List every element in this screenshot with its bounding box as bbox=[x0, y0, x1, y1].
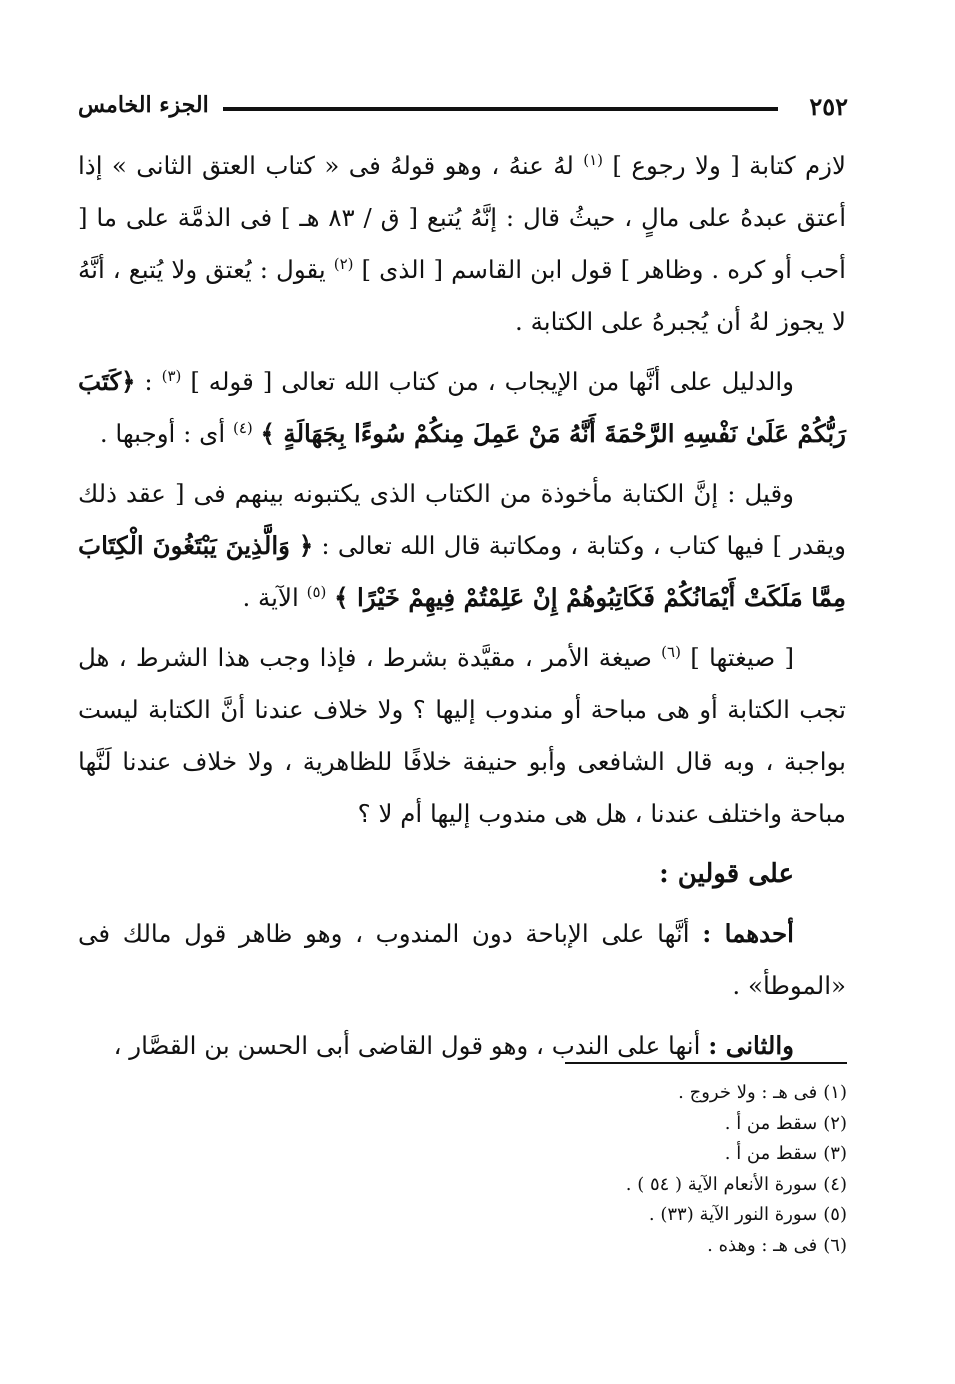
opinion-one-text: أنَّها على الإباحة دون المندوب ، وهو ظاهر قول مالك فى «الموطأ» . bbox=[78, 919, 846, 1000]
footnote-text: فى هـ : وهذه . bbox=[707, 1234, 818, 1256]
header-rule bbox=[223, 107, 778, 111]
opinion-two bbox=[78, 1020, 846, 1072]
page-number: ٢٥٢ bbox=[809, 92, 848, 121]
paragraph-text: وقيل : إنَّ الكتابة مأخوذة من الكتاب الذى يكتبونه بينهم فى [ عقد ذلك ويقدر ] فيها كتاب ، وكتابة ، ومكاتبة قال الله تعالى : bbox=[78, 479, 846, 560]
paragraph-text: [ صيغتها ] bbox=[680, 643, 794, 672]
footnote-number: (١) bbox=[823, 1082, 847, 1103]
footnote-marker: (٢) bbox=[333, 254, 354, 273]
opinion-one bbox=[78, 908, 846, 1012]
running-title: الجزء الخامس bbox=[78, 92, 209, 118]
paragraph-text: لهُ عنهُ ، وهو قولهُ فى « كتاب العتق الثانى » إذا أعتق عبدهُ على مالٍ ، حيثُ قال : إنَّهُ يُتبع [ ق / ٨٣ هـ ] فى الذمَّة على ما [ أحب أو كره . وظاهر ] قول ابن القاسم [ الذى ] bbox=[78, 151, 847, 284]
page-header bbox=[78, 88, 848, 128]
opinion-two-lead: والثانى : bbox=[708, 1031, 794, 1060]
paragraph-text: صيغة الأمر ، مقيَّدة بشرط ، فإذا وجب هذا الشرط ، هل تجب الكتابة أو هى مباحة أو مندوب إليها ؟ ولا خلاف عندنا أنَّ الكتابة ليست بواجبة ، وبه قال الشافعى وأبو حنيفة خلافًا للظاهرية ، ولا خلاف عندنا لَنَّها مباحة واختلف عندنا ، هل هى مندوب إليها أم لا ؟ bbox=[78, 643, 846, 828]
paragraph bbox=[78, 632, 846, 840]
footnote bbox=[347, 1139, 847, 1170]
footnote-number: (٢) bbox=[823, 1112, 847, 1134]
paragraph-text: أى : أوجبها . bbox=[99, 419, 233, 448]
opinion-one-lead: أحدهما : bbox=[702, 919, 794, 948]
paragraph-text: والدليل على أنَّها من الإيجاب ، من كتاب الله تعالى [ قوله ] bbox=[181, 367, 794, 396]
paragraph-text: لازم كتابة [ ولا رجوع ] bbox=[603, 151, 846, 180]
footnote bbox=[347, 1170, 847, 1201]
footnote-number: (٤) bbox=[823, 1173, 847, 1195]
footnote-number: (٥) bbox=[823, 1204, 847, 1225]
opinion-two-text: أنها على الندب ، وهو قول القاضى أبى الحسن بن القصَّار ، bbox=[113, 1031, 709, 1060]
paragraph-container bbox=[78, 140, 846, 840]
paragraph bbox=[78, 140, 846, 348]
footnote-text: سورة النور الآية (٣٣) . bbox=[648, 1204, 818, 1225]
paragraph-text: : bbox=[135, 367, 162, 396]
footnote-text: سورة الأنعام الآية ( ٥٤ ) . bbox=[625, 1173, 818, 1195]
footnote-marker: (٣) bbox=[161, 366, 182, 385]
footnote bbox=[347, 1231, 847, 1262]
paragraph bbox=[78, 468, 846, 624]
paragraph-text bbox=[253, 419, 261, 448]
footnote-marker: (٤) bbox=[232, 418, 253, 437]
footnote-text: سقط من أ . bbox=[724, 1112, 818, 1134]
footnote-text: سقط من أ . bbox=[724, 1143, 818, 1164]
footnotes-list bbox=[347, 1078, 847, 1261]
footnote-text: فى هـ : ولا خروج . bbox=[678, 1082, 818, 1103]
footnote-number: (٣) bbox=[823, 1143, 847, 1164]
footnote bbox=[347, 1109, 847, 1140]
body-text bbox=[78, 140, 846, 1080]
footnote-marker: (١) bbox=[583, 150, 604, 169]
paragraph-text: الآية . bbox=[242, 583, 307, 612]
footnote-rule bbox=[565, 1062, 847, 1064]
paragraph-text bbox=[326, 583, 334, 612]
quran-quote: ﴿كَتَبَ رَبُّكُمْ عَلَىٰ نَفْسِهِ الرَّحْمَةَ أَنَّهُ مَنْ عَمِلَ مِنكُمْ سُوءًا بِجَهَالَةٍ ﴾ bbox=[78, 367, 846, 448]
footnote bbox=[347, 1078, 847, 1109]
paragraph bbox=[78, 356, 846, 460]
section-heading: على قولين : bbox=[659, 859, 794, 889]
footnote-marker: (٦) bbox=[661, 642, 681, 661]
quran-quote: ﴿ وَالَّذِينَ يَبْتَغُونَ الْكِتَابَ مِمَّا مَلَكَتْ أَيْمَانُكُمْ فَكَاتِبُوهُمْ إِنْ عَلِمْتُمْ فِيهِمْ خَيْرًا ﴾ bbox=[78, 531, 846, 612]
footnote-marker: (٥) bbox=[306, 582, 327, 601]
footnote-number: (٦) bbox=[823, 1234, 847, 1256]
footnote bbox=[347, 1200, 847, 1231]
paragraph-text: يقول : يُعتق ولا يُتبع ، أنَّهُ لا يجوز لهُ أن يُجبرهُ على الكتابة . bbox=[78, 255, 846, 336]
